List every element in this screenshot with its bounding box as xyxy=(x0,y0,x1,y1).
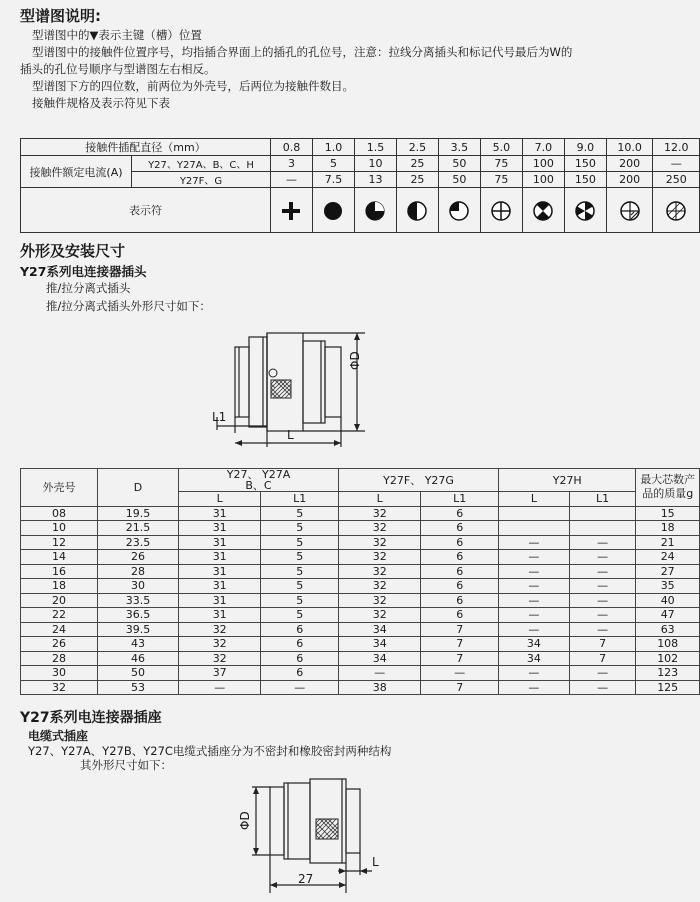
dimension-table xyxy=(20,468,700,695)
table-cell: 34 xyxy=(499,637,570,652)
table-cell: 5 xyxy=(261,535,339,550)
table-cell: 1.5 xyxy=(354,139,396,156)
table-cell: 31 xyxy=(179,506,261,521)
table-cell: 5 xyxy=(261,521,339,536)
table-cell: 6 xyxy=(421,579,499,594)
table-cell: 63 xyxy=(636,622,700,637)
intro-line-1: 型谱图中的▼表示主键（槽）位置 xyxy=(32,28,202,42)
table-cell: 37 xyxy=(179,666,261,681)
section-title-dimensions: 外形及安装尺寸 xyxy=(20,242,126,260)
intro-title: 型谱图说明: xyxy=(20,7,101,25)
table-cell: 33.5 xyxy=(98,593,179,608)
plug-line-2: 推/拉分离式插头外形尺寸如下： xyxy=(46,299,211,313)
table-cell: — xyxy=(569,550,636,565)
table-cell: 22 xyxy=(21,608,98,623)
table-cell: — xyxy=(569,666,636,681)
table-cell: 3.5 xyxy=(438,139,480,156)
current-sub-label-2: Y27F、G xyxy=(132,172,271,188)
table-cell: — xyxy=(271,172,313,188)
section-subtitle-socket: 电缆式插座 xyxy=(28,729,89,743)
table-row xyxy=(21,637,700,652)
table-row xyxy=(21,622,700,637)
table-cell: 7 xyxy=(421,651,499,666)
table-cell: 5 xyxy=(312,156,354,172)
table-cell: 43 xyxy=(98,637,179,652)
intro-line-5: 接触件规格及表示符见下表 xyxy=(32,96,170,110)
header-mass-line2: 品的质量g xyxy=(642,487,694,501)
table-cell: 32 xyxy=(339,550,421,565)
socket-line-1: Y27、Y27A、Y27B、Y27C电缆式插座分为不密封和橡胶密封两种结构 xyxy=(28,744,392,758)
table-cell: 32 xyxy=(339,535,421,550)
table-cell: — xyxy=(569,593,636,608)
plus-icon xyxy=(280,200,302,222)
header-l1: L1 xyxy=(421,492,499,507)
table-cell xyxy=(312,188,354,233)
table-cell: 31 xyxy=(179,593,261,608)
table-cell: 30 xyxy=(98,579,179,594)
table-row xyxy=(21,593,700,608)
table-cell: 35 xyxy=(636,579,700,594)
table-cell: 6 xyxy=(261,637,339,652)
table-cell xyxy=(522,188,564,233)
table-cell: 7 xyxy=(569,637,636,652)
table-cell: 31 xyxy=(179,535,261,550)
table-cell: 14 xyxy=(21,550,98,565)
table-cell xyxy=(606,188,653,233)
table-cell: — xyxy=(499,608,570,623)
table-cell: 7 xyxy=(569,651,636,666)
contact-spec-table xyxy=(20,138,700,233)
table-cell: — xyxy=(499,680,570,695)
table-cell xyxy=(480,188,522,233)
table-cell: 2.5 xyxy=(396,139,438,156)
table-cell: — xyxy=(499,564,570,579)
table-cell: 7 xyxy=(421,680,499,695)
table-cell: 6 xyxy=(421,506,499,521)
table-cell: 6 xyxy=(261,651,339,666)
table-cell: 5 xyxy=(261,608,339,623)
diameter-label: 接触件插配直径（mm） xyxy=(21,139,271,156)
table-cell: 6 xyxy=(421,535,499,550)
header-l1: L1 xyxy=(569,492,636,507)
table-cell: 250 xyxy=(653,172,700,188)
intro-line-4: 型谱图下方的四位数，前两位为外壳号，后两位为接触件数目。 xyxy=(32,79,354,93)
table-cell: 75 xyxy=(480,172,522,188)
solid-circle-icon xyxy=(322,200,344,222)
table-cell xyxy=(499,506,570,521)
section-subtitle-plug: Y27系列电连接器插头 xyxy=(20,264,147,279)
table-cell xyxy=(564,188,606,233)
table-cell: 34 xyxy=(339,637,421,652)
table-cell: 36.5 xyxy=(98,608,179,623)
table-cell: 30 xyxy=(21,666,98,681)
table-cell: — xyxy=(421,666,499,681)
table-row xyxy=(21,156,700,172)
table-row xyxy=(21,579,700,594)
table-cell: 27 xyxy=(636,564,700,579)
hatched-full-circle-icon xyxy=(665,200,687,222)
header-l: L xyxy=(339,492,421,507)
section-title-socket: Y27系列电连接器插座 xyxy=(20,710,162,726)
intro-line-3: 插头的孔位号顺序与型谱图左右相反。 xyxy=(20,62,216,76)
plug-outline-drawing xyxy=(205,325,385,450)
socket-27-label: 27 xyxy=(298,872,314,886)
table-cell: 100 xyxy=(522,156,564,172)
plug-d-label: ΦD xyxy=(348,351,362,370)
table-cell: 47 xyxy=(636,608,700,623)
current-label: 接触件额定电流(A) xyxy=(21,156,132,188)
table-cell: — xyxy=(569,622,636,637)
table-cell: — xyxy=(499,550,570,565)
table-cell: 5 xyxy=(261,550,339,565)
table-row xyxy=(21,521,700,536)
table-cell: 150 xyxy=(564,156,606,172)
table-cell: — xyxy=(339,666,421,681)
header-l: L xyxy=(179,492,261,507)
table-cell: 21.5 xyxy=(98,521,179,536)
table-cell: 5 xyxy=(261,593,339,608)
table-cell: 24 xyxy=(21,622,98,637)
table-row xyxy=(21,651,700,666)
table-cell: 40 xyxy=(636,593,700,608)
header-l1: L1 xyxy=(261,492,339,507)
table-row xyxy=(21,564,700,579)
table-cell: 150 xyxy=(564,172,606,188)
table-cell: — xyxy=(569,608,636,623)
table-cell: 12 xyxy=(21,535,98,550)
table-cell: 5 xyxy=(261,506,339,521)
table-cell: 32 xyxy=(339,593,421,608)
table-row xyxy=(21,139,700,156)
table-cell: 20 xyxy=(21,593,98,608)
table-cell: 0.8 xyxy=(271,139,313,156)
table-row xyxy=(21,188,700,233)
table-cell: 34 xyxy=(339,622,421,637)
table-cell: — xyxy=(569,579,636,594)
plug-l1-label: L1 xyxy=(212,410,227,424)
table-cell: — xyxy=(499,579,570,594)
table-cell: 18 xyxy=(21,579,98,594)
header-y27-line2: B、C xyxy=(245,479,272,492)
table-cell: 100 xyxy=(522,172,564,188)
current-sub-label-1: Y27、Y27A、B、C、H xyxy=(132,156,271,172)
table-cell: 32 xyxy=(339,506,421,521)
half-circle-icon xyxy=(406,200,428,222)
table-cell: 10 xyxy=(21,521,98,536)
table-cell xyxy=(499,521,570,536)
table-cell: 21 xyxy=(636,535,700,550)
table-cell: 6 xyxy=(261,666,339,681)
three-quarter-circle-icon xyxy=(448,200,470,222)
table-cell: 38 xyxy=(339,680,421,695)
header-mass-line1: 最大芯数产 xyxy=(640,473,696,487)
table-cell: 7 xyxy=(421,637,499,652)
table-cell: 102 xyxy=(636,651,700,666)
plug-line-1: 推/拉分离式插头 xyxy=(46,281,131,295)
header-mass xyxy=(636,469,700,507)
table-row xyxy=(21,550,700,565)
table-cell: 6 xyxy=(421,521,499,536)
table-cell: 23.5 xyxy=(98,535,179,550)
header-shell: 外壳号 xyxy=(21,469,98,507)
dimension-table-body xyxy=(21,506,700,695)
table-cell: 18 xyxy=(636,521,700,536)
header-l: L xyxy=(499,492,570,507)
table-cell: — xyxy=(499,666,570,681)
table-cell: — xyxy=(569,564,636,579)
table-cell: 6 xyxy=(261,622,339,637)
header-y27h: Y27H xyxy=(499,469,636,492)
table-cell: 24 xyxy=(636,550,700,565)
header-y27 xyxy=(179,469,339,492)
table-cell: 50 xyxy=(98,666,179,681)
table-cell: 32 xyxy=(179,637,261,652)
table-cell: 6 xyxy=(421,550,499,565)
table-cell: 26 xyxy=(98,550,179,565)
plug-l-label: L xyxy=(287,428,294,442)
table-cell: 7.0 xyxy=(522,139,564,156)
table-cell xyxy=(354,188,396,233)
table-cell: 10.0 xyxy=(606,139,653,156)
table-cell: 13 xyxy=(354,172,396,188)
table-cell: 32 xyxy=(339,608,421,623)
table-cell xyxy=(438,188,480,233)
header-y27fg: Y27F、 Y27G xyxy=(339,469,499,492)
table-cell: 7.5 xyxy=(312,172,354,188)
table-cell: 12.0 xyxy=(653,139,700,156)
table-cell: 31 xyxy=(179,550,261,565)
table-cell: 32 xyxy=(339,521,421,536)
table-cell: 34 xyxy=(499,651,570,666)
table-cell: 34 xyxy=(339,651,421,666)
table-cell: 31 xyxy=(179,608,261,623)
table-cell: — xyxy=(569,535,636,550)
table-cell: 5.0 xyxy=(480,139,522,156)
table-cell: — xyxy=(499,622,570,637)
table-cell: 50 xyxy=(438,156,480,172)
table-cell: 75 xyxy=(480,156,522,172)
table-cell xyxy=(569,521,636,536)
table-cell xyxy=(569,506,636,521)
table-cell: — xyxy=(499,535,570,550)
table-cell: 32 xyxy=(179,651,261,666)
table-cell xyxy=(396,188,438,233)
table-cell xyxy=(271,188,313,233)
intro-line-2: 型谱图中的接触件位置序号，均指插合界面上的插孔的孔位号，注意：拉线分离插头和标记代号最后为W的 xyxy=(32,45,573,59)
socket-d-label: ΦD xyxy=(238,811,252,830)
table-cell: 32 xyxy=(339,579,421,594)
table-row xyxy=(21,680,700,695)
table-cell: 08 xyxy=(21,506,98,521)
table-cell: 28 xyxy=(98,564,179,579)
table-row xyxy=(21,608,700,623)
table-cell: 32 xyxy=(179,622,261,637)
table-cell xyxy=(653,188,700,233)
table-cell: 32 xyxy=(339,564,421,579)
hatched-half-circle-icon xyxy=(619,200,641,222)
table-cell: — xyxy=(499,593,570,608)
table-cell: 1.0 xyxy=(312,139,354,156)
header-d: D xyxy=(98,469,179,507)
table-cell: 200 xyxy=(606,156,653,172)
table-cell: 31 xyxy=(179,564,261,579)
table-row xyxy=(21,666,700,681)
table-cell: 50 xyxy=(438,172,480,188)
table-cell: 28 xyxy=(21,651,98,666)
table-cell: 6 xyxy=(421,593,499,608)
socket-l-label: L xyxy=(372,855,379,869)
table-cell: 125 xyxy=(636,680,700,695)
quarter-open-circle-icon xyxy=(364,200,386,222)
symbol-label: 表示符 xyxy=(21,188,271,233)
table-cell: 108 xyxy=(636,637,700,652)
table-row xyxy=(21,535,700,550)
table-cell: 25 xyxy=(396,172,438,188)
header-y27-line1: Y27、 Y27A xyxy=(226,468,291,481)
table-cell: 25 xyxy=(396,156,438,172)
table-cell: — xyxy=(653,156,700,172)
table-cell: 15 xyxy=(636,506,700,521)
table-header-row xyxy=(21,469,700,492)
table-cell: 16 xyxy=(21,564,98,579)
bowtie-circle-icon xyxy=(532,200,554,222)
socket-line-2: 其外形尺寸如下： xyxy=(80,758,172,772)
table-cell: 200 xyxy=(606,172,653,188)
table-cell: 5 xyxy=(261,564,339,579)
table-cell: 10 xyxy=(354,156,396,172)
table-cell: 32 xyxy=(21,680,98,695)
table-cell: 5 xyxy=(261,579,339,594)
table-cell: 31 xyxy=(179,521,261,536)
table-cell: 6 xyxy=(421,608,499,623)
table-cell: 26 xyxy=(21,637,98,652)
table-cell: 31 xyxy=(179,579,261,594)
table-cell: 46 xyxy=(98,651,179,666)
cross-circle-icon xyxy=(490,200,512,222)
table-cell: 53 xyxy=(98,680,179,695)
table-row xyxy=(21,506,700,521)
table-cell: — xyxy=(261,680,339,695)
table-cell: 3 xyxy=(271,156,313,172)
table-cell: 39.5 xyxy=(98,622,179,637)
table-cell: 6 xyxy=(421,564,499,579)
table-cell: — xyxy=(179,680,261,695)
six-sector-circle-icon xyxy=(574,200,596,222)
table-cell: 9.0 xyxy=(564,139,606,156)
table-cell: — xyxy=(569,680,636,695)
table-cell: 7 xyxy=(421,622,499,637)
table-cell: 19.5 xyxy=(98,506,179,521)
table-cell: 123 xyxy=(636,666,700,681)
